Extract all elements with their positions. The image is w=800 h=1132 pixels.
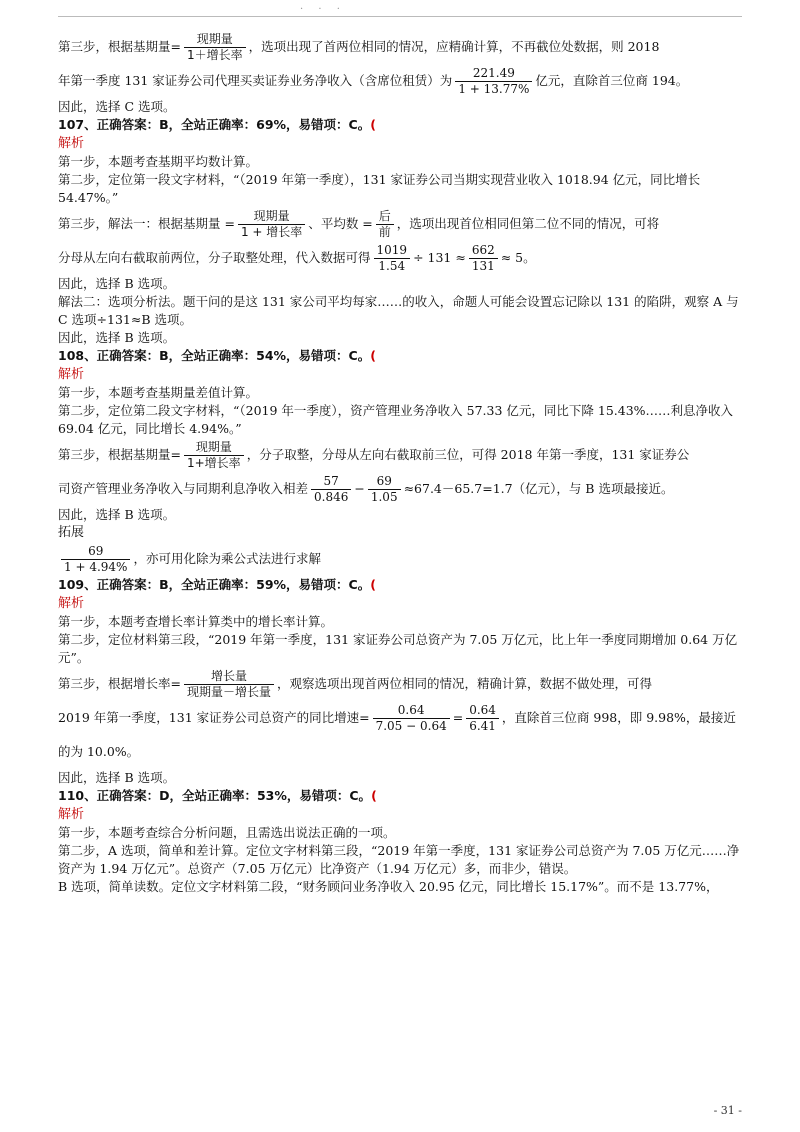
formula-fraction: $\frac{\text{增长量}}{\text{现期量－增长量}}$ [184, 669, 274, 700]
q107-conclusion-2: 因此，选择 B 选项。 [58, 330, 176, 345]
q109-step3: 第三步，根据增长率= $\frac{\text{增长量}}{\text{现期量－增长量}}$ ，观察选项出现首两位相同的情况，精确计算，数据不做处理，可得 [58, 669, 653, 699]
formula-fraction: $\frac{0.64}{7.05 - 0.64}$ [373, 703, 450, 734]
q108-step3-line2: 司资产管理业务净收入与同期利息净收入相差 $\frac{57}{0.846}$ − $\frac{69}{1.05}$ ≈67.4－65.7=1.7（亿元），与 B 选项最接近。 [58, 474, 674, 504]
q106-step3-line2: 年第一季度 131 家证券公司代理买卖证券业务净收入（含席位租赁）为 $\frac{221.49}{1 + 13.77\%}$ 亿元，直除首三位商 194。 [58, 66, 689, 96]
q108-step2: 第二步，定位第二段文字材料，“（2019 年一季度），资产管理业务净收入 57.33 亿元，同比下降 15.43%……利息净收入 69.04 亿元，同比增长 4.94%。” [58, 403, 734, 436]
q107-step2: 第二步，定位第一段文字材料，“（2019 年第一季度），131 家证券公司当期实现营业收入 1018.94 亿元，同比增长 54.47%。” [58, 172, 701, 205]
q107-method2: 解法二：选项分析法。题干问的是这 131 家公司平均每家……的收入，命题人可能会设置忘记除以 131 的陷阱，观察 A 与 C 选项÷131≈B 选项。 [58, 294, 739, 327]
q108-conclusion: 因此，选择 B 选项。 [58, 507, 176, 522]
red-mark: ( [370, 348, 376, 363]
formula-fraction: $\frac{662}{131}$ [469, 243, 498, 274]
red-mark: ( [370, 117, 376, 132]
q108-extension: $\frac{69}{1 + 4.94\%}$ ，亦可用化除为乘公式法进行求解 [58, 542, 742, 576]
header-rule [58, 16, 742, 17]
q108-step1: 第一步，本题考查基期量差值计算。 [58, 385, 259, 400]
q107-answer-line: 107、正确答案：B，全站正确率：69%，易错项：C。( [58, 117, 376, 132]
q110-answer-line: 110、正确答案：D，全站正确率：53%，易错项：C。( [58, 788, 377, 803]
red-mark: ( [371, 788, 377, 803]
document-body [58, 30, 742, 896]
q110-step3: B 选项，简单读数。定位文字材料第二段，“财务顾问业务净收入 20.95 亿元，同比增长 15.17%”。而不是 13.77%， [58, 879, 719, 894]
formula-fraction: $\frac{\text{现期量}}{\text{1＋增长率}}$ [184, 32, 246, 63]
q106-step3: 第三步，根据基期量= $\frac{\text{现期量}}{\text{1＋增长率}}$ ，选项出现了首两位相同的情况，应精确计算，不再截位处数据，则 2018 [58, 32, 660, 62]
formula-fraction: $\frac{1019}{1.54}$ [374, 243, 411, 274]
formula-fraction: $\frac{69}{1.05}$ [368, 474, 401, 505]
red-mark: ( [370, 577, 376, 592]
q110-jiexi-heading: 解析 [58, 807, 85, 822]
q107-step3: 第三步，解法一：根据基期量 = $\frac{\text{现期量}}{\text{1 + 增长率}}$ 、平均数 = $\frac{\text{后}}{\text{前}}$ ，选项出现首位相同但第二位不同的情况，可将 [58, 209, 660, 239]
q108-step3: 第三步，根据基期量= $\frac{\text{现期量}}{\text{1+增长率}}$ ，分子取整，分母从左向右截取前三位，可得 2018 年第一季度，131 家证券公 [58, 440, 690, 470]
formula-fraction: $\frac{\text{现期量}}{\text{1 + 增长率}}$ [238, 209, 305, 240]
header-mark: · · · [300, 4, 346, 15]
q107-step3-line2: 分母从左向右截取前两位，分子取整处理，代入数据可得 $\frac{1019}{1.54}$ ÷ 131 ≈ $\frac{662}{131}$ ≈ 5。 [58, 243, 536, 273]
formula-fraction: $\frac{\text{后}}{\text{前}}$ [376, 209, 394, 240]
q106-conclusion: 因此，选择 C 选项。 [58, 99, 176, 114]
q110-step1: 第一步，本题考查综合分析问题，且需选出说法正确的一项。 [58, 825, 396, 840]
q109-conclusion: 因此，选择 B 选项。 [58, 770, 176, 785]
q109-step1: 第一步，本题考查增长率计算类中的增长率计算。 [58, 614, 334, 629]
formula-fraction: $\frac{57}{0.846}$ [311, 474, 351, 505]
page-number: - 31 - [713, 1104, 742, 1117]
q108-answer-line: 108、正确答案：B，全站正确率：54%，易错项：C。( [58, 348, 376, 363]
q107-jiexi-heading: 解析 [58, 136, 85, 151]
formula-fraction: $\frac{221.49}{1 + 13.77\%}$ [455, 66, 532, 97]
q109-answer-line: 109、正确答案：B，全站正确率：59%，易错项：C。( [58, 577, 376, 592]
q107-conclusion-1: 因此，选择 B 选项。 [58, 276, 176, 291]
q108-extension-heading: 拓展 [58, 525, 85, 540]
q110-step2: 第二步，A 选项，简单和差计算。定位文字材料第三段，“2019 年第一季度，131 家证券公司总资产为 7.05 万亿元……净资产为 1.94 万亿元”。总资产（7.05 万亿元）比净资产（1.94 万亿元）多，而非少，错误。 [58, 843, 740, 876]
formula-fraction: $\frac{\text{现期量}}{\text{1+增长率}}$ [184, 440, 244, 471]
q107-step1: 第一步，本题考查基期平均数计算。 [58, 154, 259, 169]
formula-fraction: $\frac{0.64}{6.41}$ [466, 703, 499, 734]
q109-jiexi-heading: 解析 [58, 596, 85, 611]
q108-jiexi-heading: 解析 [58, 367, 85, 382]
q109-step3-line2: 2019 年第一季度，131 家证券公司总资产的同比增速= $\frac{0.64}{7.05 - 0.64}$ = $\frac{0.64}{6.41}$ ，直除首三位商 998，即 9.98%，最接近的为 10.0%。 [58, 703, 736, 759]
q109-step2: 第二步，定位材料第三段，“2019 年第一季度，131 家证券公司总资产为 7.05 万亿元，比上年一季度同期增加 0.64 万亿元”。 [58, 632, 738, 665]
formula-fraction: $\frac{69}{1 + 4.94\%}$ [61, 544, 130, 575]
